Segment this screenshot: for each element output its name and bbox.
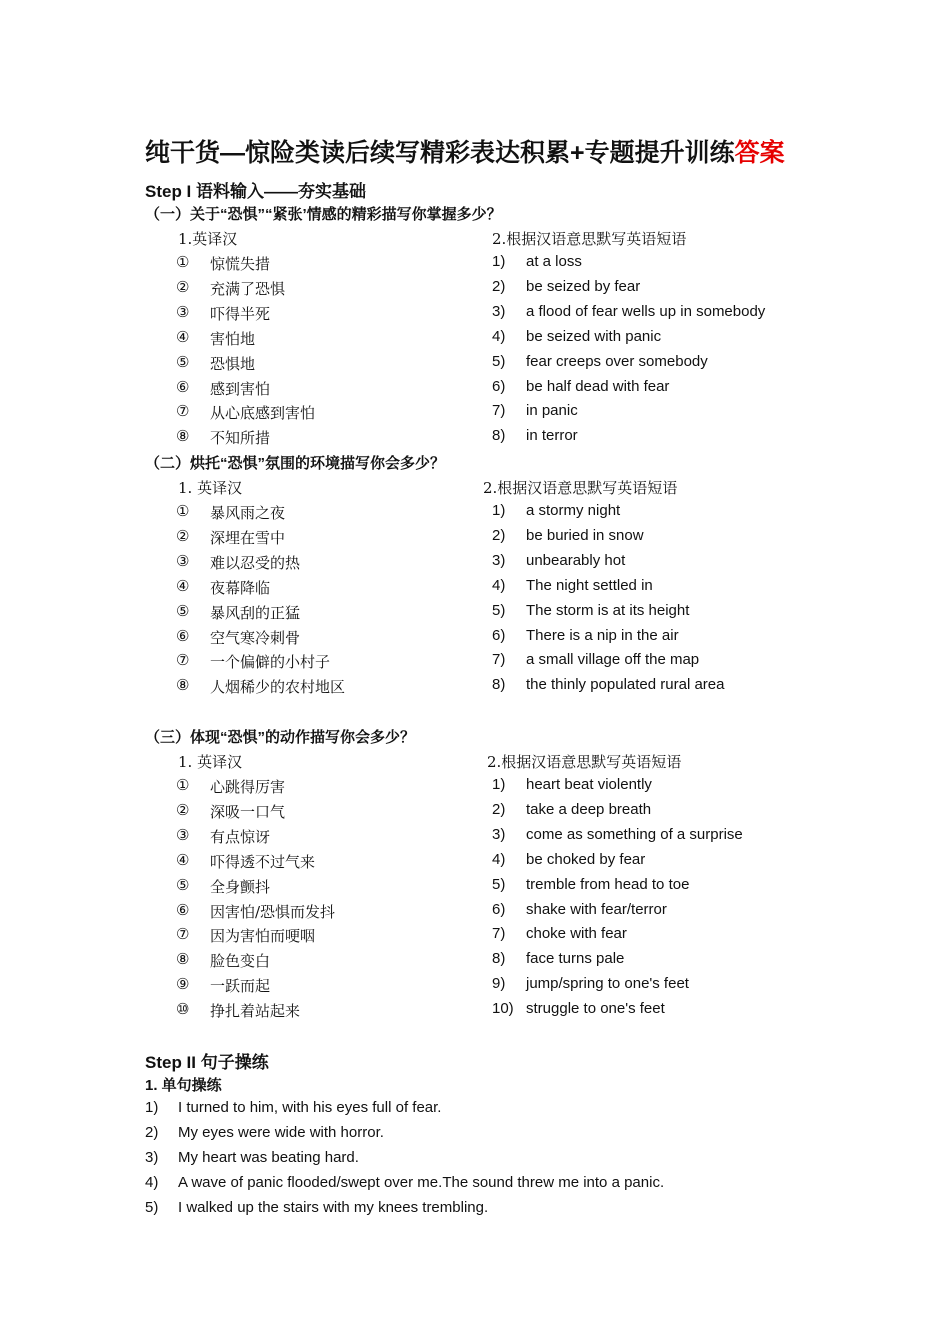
chinese-phrase: 因为害怕而哽咽 (210, 927, 316, 946)
sentence-number: 1) (145, 1099, 159, 1116)
chinese-phrase: 人烟稀少的农村地区 (210, 678, 346, 697)
chinese-phrase: 夜幕降临 (210, 578, 271, 597)
item-number: 7) (492, 651, 506, 669)
item-marker: ⑧ (176, 676, 190, 695)
item-number: 6) (492, 626, 506, 644)
english-phrase: fear creeps over somebody (526, 352, 708, 370)
item-marker: ⑥ (176, 626, 190, 645)
item-marker: ③ (176, 302, 190, 321)
item-number: 3) (492, 551, 506, 569)
english-phrase: in panic (526, 402, 578, 420)
item-marker: ③ (176, 551, 190, 570)
sentence-number: 5) (145, 1198, 159, 1216)
item-number: 3) (492, 825, 506, 843)
item-marker: ④ (176, 850, 190, 869)
chinese-phrase: 惊慌失措 (210, 255, 271, 273)
sentence-text: My heart was beating hard. (178, 1148, 359, 1166)
item-number: 7) (492, 402, 506, 420)
item-number: 2) (492, 526, 506, 544)
item-number: 8) (492, 427, 506, 445)
english-phrase: a stormy night (526, 502, 621, 519)
sentence-text: I turned to him, with his eyes full of fear. (178, 1099, 442, 1116)
english-phrase: tremble from head to toe (526, 875, 690, 893)
english-phrase: be choked by fear (526, 850, 646, 868)
chinese-phrase: 一跃而起 (210, 977, 271, 996)
chinese-phrase: 吓得半死 (210, 304, 271, 323)
english-phrase: choke with fear (526, 925, 627, 943)
english-phrase: jump/spring to one's feet (526, 975, 689, 993)
step2-subheading: 1. 单句操练 (145, 1077, 222, 1094)
item-number: 10) (492, 1000, 514, 1018)
chinese-phrase: 恐惧地 (210, 354, 256, 373)
chinese-phrase: 充满了恐惧 (210, 279, 286, 298)
english-phrase: There is a nip in the air (526, 626, 679, 644)
item-number: 8) (492, 950, 506, 968)
english-phrase: a flood of fear wells up in somebody (526, 302, 766, 320)
chinese-phrase: 空气寒冷刺骨 (210, 628, 301, 647)
english-phrase: in terror (526, 427, 578, 445)
item-marker: ⑥ (176, 900, 190, 919)
step1-heading: Step I 语料输入——夯实基础 (145, 182, 367, 201)
section1-right-label: 2.根据汉语意思默写英语短语 (492, 230, 687, 248)
page-title: 纯干货—惊险类读后续写精彩表达积累+专题提升训练答案 (145, 139, 785, 167)
section2-right-label: 2.根据汉语意思默写英语短语 (483, 479, 678, 497)
item-marker: ② (176, 526, 190, 545)
item-marker: ⑦ (176, 925, 190, 944)
chinese-phrase: 因害怕/恐惧而发抖 (210, 902, 336, 921)
english-phrase: come as something of a surprise (526, 825, 743, 843)
item-number: 4) (492, 576, 506, 594)
sentence-text: A wave of panic flooded/swept over me.The sound threw me into a panic. (178, 1173, 665, 1191)
step2-heading: Step II 句子操练 (145, 1053, 269, 1072)
english-phrase: struggle to one's feet (526, 1000, 665, 1018)
item-number: 5) (492, 352, 506, 370)
english-phrase: be seized by fear (526, 277, 641, 295)
chinese-phrase: 有点惊讶 (210, 827, 271, 846)
english-phrase: be half dead with fear (526, 377, 670, 395)
item-marker: ① (176, 502, 190, 520)
english-phrase: The storm is at its height (526, 601, 690, 619)
chinese-phrase: 感到害怕 (210, 379, 271, 398)
item-marker: ① (176, 776, 190, 794)
english-phrase: be buried in snow (526, 526, 644, 544)
item-marker: ⑦ (176, 402, 190, 421)
item-marker: ⑤ (176, 352, 190, 371)
english-phrase: The night settled in (526, 576, 653, 594)
item-number: 1) (492, 253, 506, 270)
english-phrase: shake with fear/terror (526, 900, 667, 918)
english-phrase: a small village off the map (526, 651, 700, 669)
item-number: 8) (492, 676, 506, 694)
item-number: 9) (492, 975, 506, 993)
chinese-phrase: 心跳得厉害 (210, 778, 286, 796)
item-marker: ⑨ (176, 975, 190, 994)
sentence-text: My eyes were wide with horror. (178, 1123, 384, 1141)
section2-heading: （二）烘托“恐惧”氛围的环境描写你会多少？ (145, 455, 446, 472)
chinese-phrase: 全身颤抖 (210, 877, 271, 896)
chinese-phrase: 不知所措 (210, 429, 271, 448)
sentence-number: 4) (145, 1173, 159, 1191)
section1-heading: （一）关于“恐惧”“紧张’情感的精彩描写你掌握多少？ (145, 206, 502, 223)
english-phrase: the thinly populated rural area (526, 676, 725, 694)
item-marker: ⑦ (176, 651, 190, 670)
chinese-phrase: 吓得透不过气来 (210, 852, 316, 871)
item-number: 2) (492, 277, 506, 295)
sentence-number: 2) (145, 1123, 159, 1141)
item-number: 6) (492, 377, 506, 395)
item-number: 6) (492, 900, 506, 918)
item-marker: ⑤ (176, 875, 190, 894)
english-phrase: heart beat violently (526, 776, 652, 793)
chinese-phrase: 害怕地 (210, 329, 256, 348)
section3-heading: （三）体现“恐惧”的动作描写你会多少？ (145, 729, 416, 746)
english-phrase: be seized with panic (526, 327, 662, 345)
item-marker: ② (176, 800, 190, 819)
section3-right-label: 2.根据汉语意思默写英语短语 (487, 753, 682, 771)
english-phrase: unbearably hot (526, 551, 626, 569)
english-phrase: take a deep breath (526, 800, 652, 818)
item-number: 4) (492, 327, 506, 345)
chinese-phrase: 挣扎着站起来 (210, 1002, 301, 1021)
item-marker: ④ (176, 576, 190, 595)
section3-left-label: 1. 英译汉 (178, 753, 243, 771)
chinese-phrase: 难以忍受的热 (210, 553, 301, 572)
chinese-phrase: 深埋在雪中 (210, 528, 286, 547)
item-number: 4) (492, 850, 506, 868)
item-marker: ⑧ (176, 427, 190, 446)
item-marker: ③ (176, 825, 190, 844)
chinese-phrase: 一个偏僻的小村子 (210, 653, 331, 672)
item-marker: ⑧ (176, 950, 190, 969)
answer-highlight: 答案 (734, 139, 785, 167)
item-number: 1) (492, 776, 506, 793)
item-number: 2) (492, 800, 506, 818)
section2-left-label: 1. 英译汉 (178, 479, 243, 497)
item-number: 5) (492, 875, 506, 893)
chinese-phrase: 从心底感到害怕 (210, 404, 316, 423)
item-number: 7) (492, 925, 506, 943)
item-number: 1) (492, 502, 506, 519)
english-phrase: face turns pale (526, 950, 625, 968)
item-marker: ④ (176, 327, 190, 346)
english-phrase: at a loss (526, 253, 582, 270)
chinese-phrase: 暴风刮的正猛 (210, 603, 301, 622)
item-marker: ⑩ (176, 1000, 190, 1019)
chinese-phrase: 深吸一口气 (210, 802, 286, 821)
sentence-number: 3) (145, 1148, 159, 1166)
section1-left-label: 1.英译汉 (178, 230, 238, 248)
item-marker: ① (176, 253, 190, 271)
sentence-text: I walked up the stairs with my knees trembling. (178, 1198, 489, 1216)
chinese-phrase: 脸色变白 (210, 952, 271, 971)
item-number: 3) (492, 302, 506, 320)
chinese-phrase: 暴风雨之夜 (210, 504, 286, 522)
item-marker: ② (176, 277, 190, 296)
item-number: 5) (492, 601, 506, 619)
item-marker: ⑥ (176, 377, 190, 396)
item-marker: ⑤ (176, 601, 190, 620)
